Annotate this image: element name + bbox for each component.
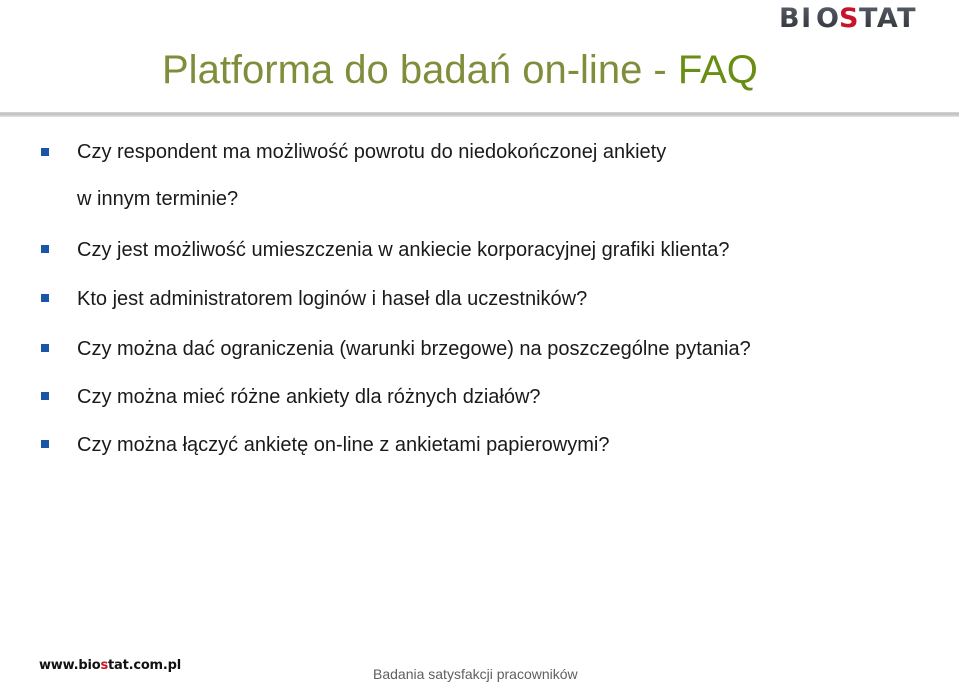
faq-question [77, 384, 541, 410]
square-bullet-icon [41, 294, 49, 302]
faq-question [77, 286, 587, 312]
footer-website [39, 658, 181, 673]
svg-text:BI: BI [779, 3, 813, 32]
square-bullet-icon [41, 392, 49, 400]
svg-text:O: O [816, 3, 841, 32]
title-accent: FAQ [677, 48, 758, 92]
title-main: Platforma do badań on-line - [162, 48, 678, 92]
svg-text:S: S [839, 3, 860, 32]
faq-question-line: Czy jest możliwość umieszczenia w ankiecie korporacyjnej grafiki klienta? [77, 239, 730, 261]
faq-question-line: Czy respondent ma możliwość powrotu do niedokończonej ankiety [77, 141, 667, 163]
svg-text:TAT: TAT [859, 3, 918, 32]
square-bullet-icon [41, 440, 49, 448]
faq-question [77, 336, 751, 362]
faq-question [77, 237, 729, 263]
square-bullet-icon [41, 245, 49, 253]
website-suffix: tat.com.pl [107, 658, 182, 673]
faq-question [77, 432, 609, 458]
faq-question-line: Kto jest administratorem loginów i haseł dla uczestników? [77, 288, 588, 310]
biostat-logo-mark [779, 2, 937, 32]
biostat-logo [779, 2, 937, 32]
faq-question-line: Czy można mieć różne ankiety dla różnych działów? [77, 386, 541, 408]
faq-question [77, 139, 666, 212]
faq-question-line: w innym terminie? [77, 188, 239, 210]
faq-question-line: Czy można łączyć ankietę on-line z ankietami papierowymi? [77, 434, 610, 456]
page-title [162, 44, 758, 96]
website-highlight: s [100, 658, 108, 673]
square-bullet-icon [41, 148, 49, 156]
website-prefix: www.bio [39, 658, 101, 673]
square-bullet-icon [41, 344, 49, 352]
faq-question-line: Czy można dać ograniczenia (warunki brzegowe) na poszczególne pytania? [77, 338, 751, 360]
title-divider [0, 112, 959, 117]
footer-caption: Badania satysfakcji pracowników [373, 666, 578, 682]
